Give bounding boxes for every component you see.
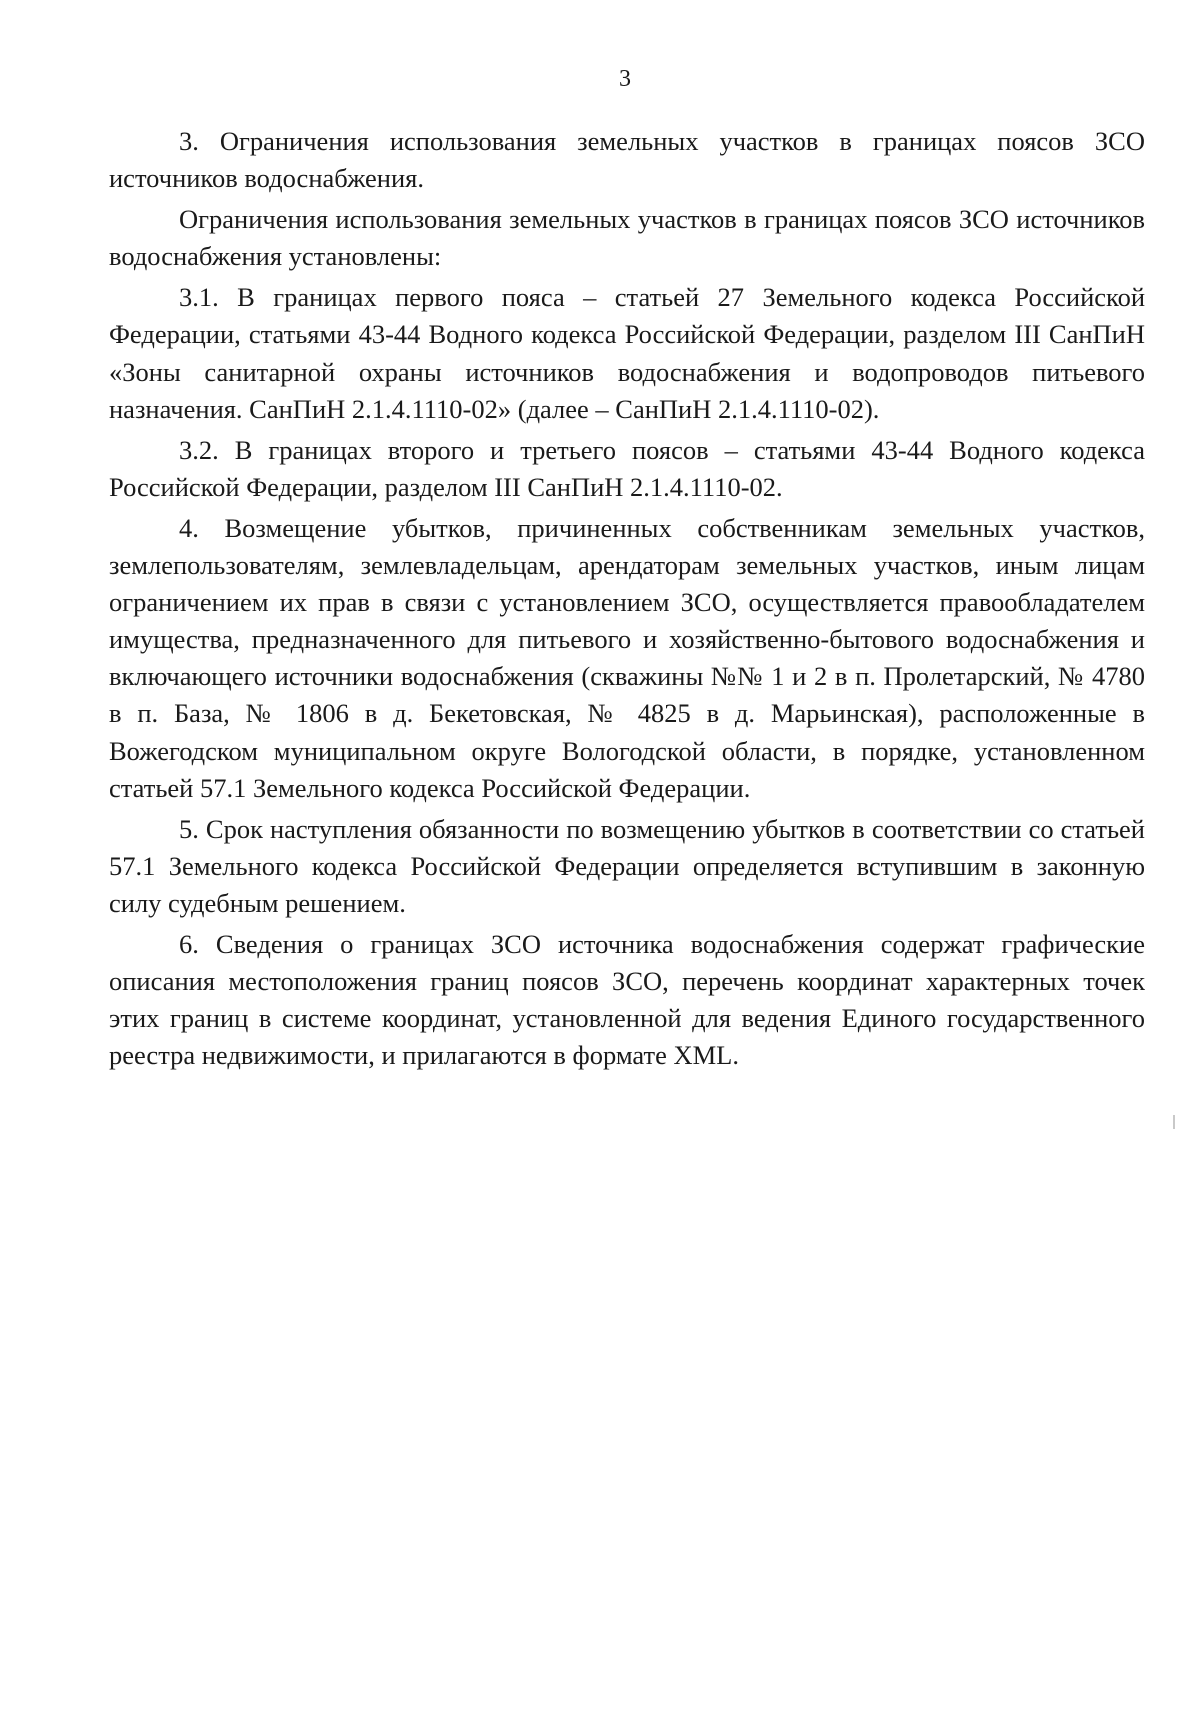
document-body	[109, 123, 1145, 1078]
scan-artifact-mark	[1173, 1115, 1175, 1129]
paragraph-3-1: 3.1. В границах первого пояса – статьей 27 Земельного кодекса Российской Федерации, статьями 43-44 Водного кодекса Российской Федерации, разделом III СанПиН «Зоны санитарной охраны источников водоснабжения и водопроводов питьевого назначения. СанПиН 2.1.4.1110-02» (далее – СанПиН 2.1.4.1110-02).	[109, 282, 1145, 424]
paragraph-5: 5. Срок наступления обязанности по возмещению убытков в соответствии со статьей 57.1 Земельного кодекса Российской Федерации определяется вступившим в законную силу судебным решением.	[109, 813, 1145, 918]
paragraph-3-2: 3.2. В границах второго и третьего поясов – статьями 43-44 Водного кодекса Российской Федерации, разделом III СанПиН 2.1.4.1110-02.	[109, 434, 1145, 502]
paragraph-3-intro: Ограничения использования земельных участков в границах поясов ЗСО источников водоснабжения установлены:	[109, 204, 1145, 272]
paragraph-3: 3. Ограничения использования земельных участков в границах поясов ЗСО источников водоснабжения.	[109, 126, 1145, 194]
page-number: 3	[619, 66, 631, 92]
paragraph-6: 6. Сведения о границах ЗСО источника водоснабжения содержат графические описания местоположения границ поясов ЗСО, перечень координат характерных точек этих границ в системе координат, установленной для ведения Единого государственного реестра недвижимости, и прилагаются в формате XML.	[109, 928, 1145, 1071]
paragraph-4: 4. Возмещение убытков, причиненных собственникам земельных участков, землепользователям, землевладельцам, арендаторам земельных участков, иным лицам ограничением их прав в связи с установлением ЗСО, осуществляется правообладателем имущества, предназначенного для питьевого и хозяйственно-бытового водоснабжения и включающего источники водоснабжения (скважины №№ 1 и 2 в п. Пролетарский, № 4780 в п. База, № 1806 в д. Бекетовская, № 4825 в д. Марьинская), расположенные в Вожегодском муниципальном округе Вологодской области, в порядке, установленном статьей 57.1 Земельного кодекса Российской Федерации.	[109, 512, 1145, 803]
